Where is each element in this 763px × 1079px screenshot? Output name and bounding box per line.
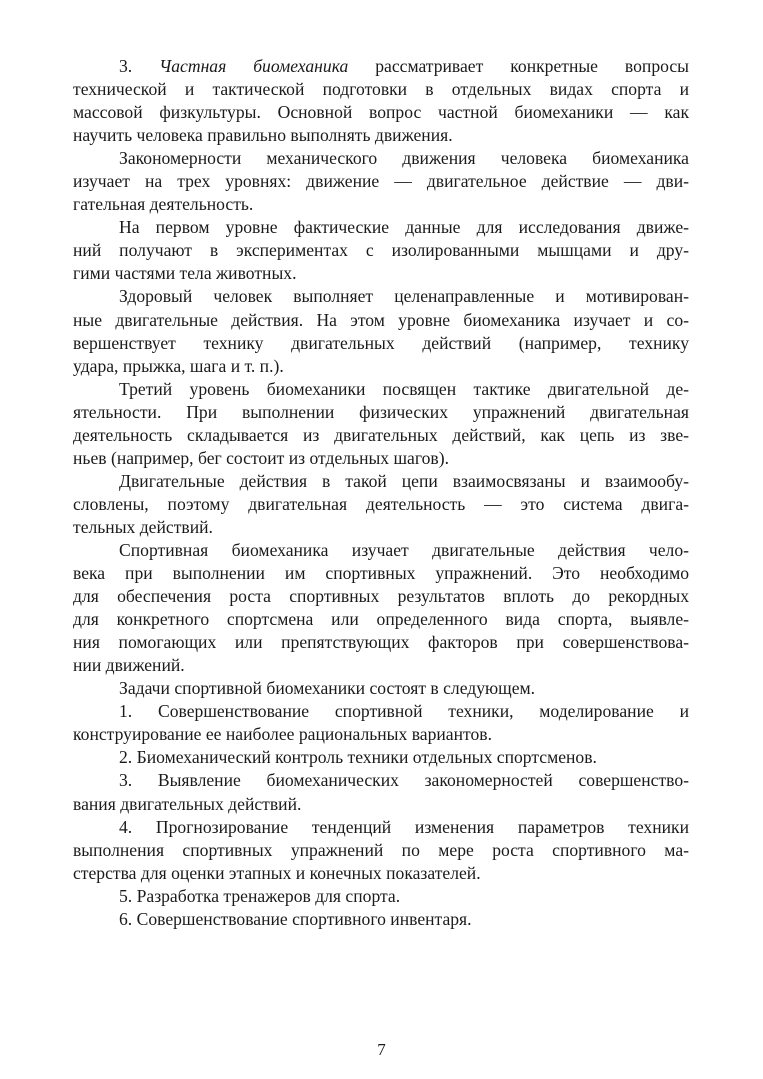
paragraph-tasks-intro [73, 677, 689, 700]
text-line: изучает на трех уровнях: движение — двигательное действие — дви- [73, 171, 689, 192]
text-line: века при выполнении им спортивных упражнений. Это необходимо [73, 563, 689, 584]
text-line: ний получают в экспериментах с изолированными мышцами и дру- [73, 240, 689, 261]
text-line: выполнения спортивных упражнений по мере роста спортивного ма- [73, 839, 689, 860]
text-line: вания двигательных действий. [73, 793, 302, 814]
list-item-task-2 [73, 746, 689, 769]
text-line: На первом уровне фактические данные для исследования движе- [119, 217, 689, 238]
text-line: гими частями тела животных. [73, 263, 297, 284]
text-line: для обеспечения роста спортивных результатов вплоть до рекордных [73, 586, 689, 607]
text-line: 3. Выявление биомеханических закономерностей совершенство- [119, 770, 689, 791]
text-line: научить человека правильно выполнять движения. [73, 125, 453, 146]
page-number: 7 [377, 1040, 386, 1059]
list-item-task-4 [73, 816, 689, 885]
text-line: ятельности. При выполнении физических упражнений двигательная [73, 401, 689, 422]
text-line: Закономерности механического движения человека биомеханика [119, 148, 689, 169]
text-line: ньев (например, бег состоит из отдельных шагов). [73, 447, 449, 468]
paragraph-first-level [73, 216, 689, 285]
text-line: для конкретного спортсмена или определенного вида спорта, выявле- [73, 609, 689, 630]
text-line: Спортивная биомеханика изучает двигательные действия чело- [119, 539, 689, 560]
text-line: нии движений. [73, 655, 185, 676]
paragraph-sports-biomechanics [73, 539, 689, 677]
paragraph-third-level [73, 378, 689, 470]
text-line: ные двигательные действия. На этом уровне биомеханика изучает и со- [73, 309, 689, 330]
text-line: удара, прыжка, шага и т. п.). [73, 355, 284, 376]
text-line: ния помогающих или препятствующих факторов при совершенствова- [73, 632, 689, 653]
text-line: 6. Совершенствование спортивного инвентаря. [119, 908, 472, 929]
italic-term: Частная биомеханика [159, 56, 349, 76]
paragraph-private-biomechanics [73, 55, 689, 147]
list-item-task-1 [73, 700, 689, 746]
text-line: 1. Совершенствование спортивной техники, моделирование и [119, 701, 689, 722]
text-line: 5. Разработка тренажеров для спорта. [119, 885, 401, 906]
text-line: тельных действий. [73, 516, 213, 537]
list-item-task-3 [73, 769, 689, 815]
text-line: Двигательные действия в такой цепи взаимосвязаны и взаимообу- [119, 470, 689, 491]
text-line: 2. Биомеханический контроль техники отдельных спортсменов. [119, 747, 597, 768]
text-line: словлены, поэтому двигательная деятельность — это система двига- [73, 493, 689, 514]
list-item-task-5 [73, 885, 689, 908]
paragraph-three-levels [73, 147, 689, 216]
paragraph-action-chain [73, 470, 689, 539]
text-line: 3. Частная биомеханика рассматривает конкретные вопросы [119, 56, 689, 76]
text-line: конструирование ее наиболее рациональных вариантов. [73, 724, 492, 745]
text-line: стерства для оценки этапных и конечных показателей. [73, 862, 481, 883]
text-line: Задачи спортивной биомеханики состоят в следующем. [119, 678, 536, 699]
list-item-task-6 [73, 908, 689, 931]
text-line: технической и тактической подготовки в отдельных видах спорта и [73, 79, 689, 100]
text-line: деятельность складывается из двигательных действий, как цепь из зве- [73, 424, 689, 445]
text-line: Третий уровень биомеханики посвящен тактике двигательной де- [119, 378, 689, 399]
text-line: вершенствует технику двигательных действий (например, технику [73, 332, 689, 353]
text-line: гательная деятельность. [73, 194, 254, 215]
paragraph-second-level [73, 285, 689, 377]
text-line: Здоровый человек выполняет целенаправленные и мотивирован- [119, 286, 689, 307]
text-line: массовой физкультуры. Основной вопрос частной биомеханики — как [73, 102, 689, 123]
text-line: 4. Прогнозирование тенденций изменения параметров техники [119, 816, 689, 837]
page-body [73, 55, 689, 931]
